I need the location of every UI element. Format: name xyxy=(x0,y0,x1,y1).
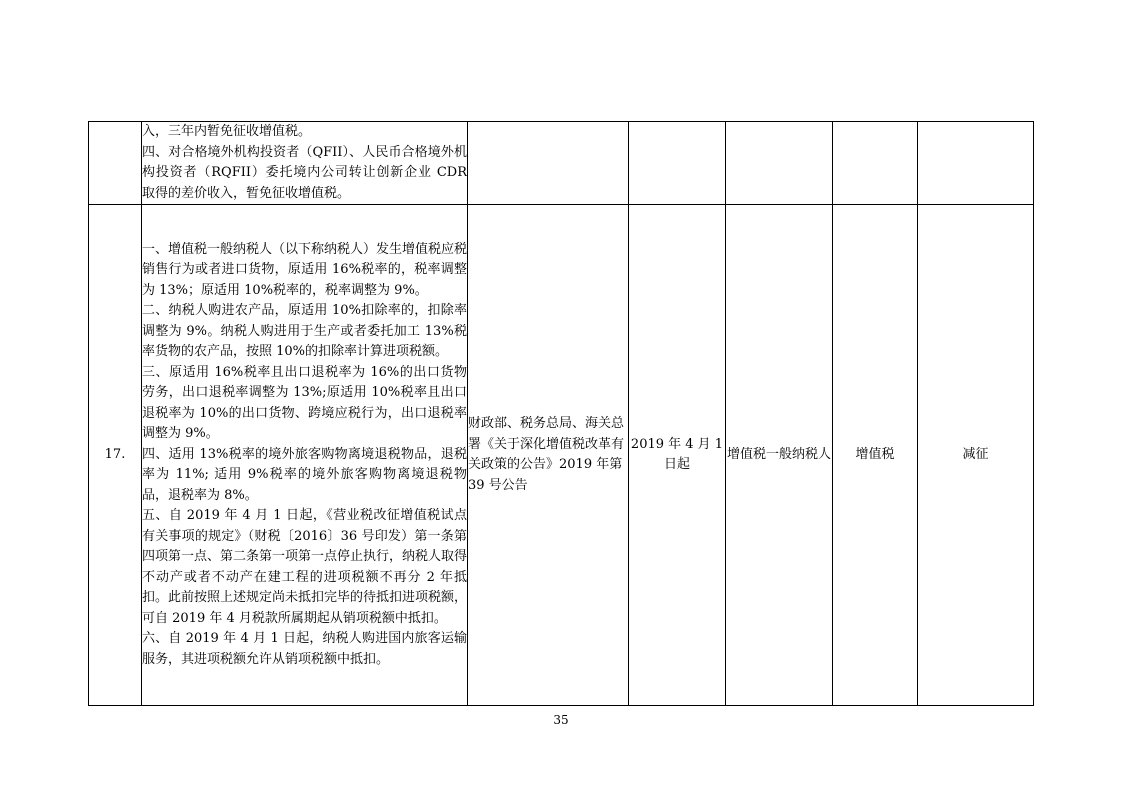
table-row-17 xyxy=(89,205,1034,706)
page-number: 35 xyxy=(553,713,569,727)
cell-policy-basis xyxy=(468,122,629,205)
content-paragraph: 一、增值税一般纳税人（以下称纳税人）发生增值税应税销售行为或者进口货物，原适用 16%税率的，税率调整为 13%；原适用 10%税率的，税率调整为 9%。 xyxy=(142,241,468,298)
content-paragraph: 四、适用 13%税率的境外旅客购物离境退税物品，退税率为 11%; 适用 9%税率的境外旅客购物离境退税物品，退税率为 8%。 xyxy=(142,446,467,503)
cell-policy-content xyxy=(142,122,468,205)
content-paragraph: 二、纳税人购进农产品，原适用 10%扣除率的，扣除率调整为 9%。纳税人购进用于生产或者委托加工 13%税率货物的农产品，按照 10%的扣除率计算进项税额。 xyxy=(142,303,467,360)
cell-tax-type: 增值税 xyxy=(833,205,918,706)
cell-effective-date xyxy=(629,122,726,205)
row-number: 17. xyxy=(89,205,142,706)
tax-policy-table xyxy=(88,121,1034,706)
content-paragraph: 三、原适用 16%税率且出口退税率为 16%的出口货物劳务，出口退税率调整为 13%;原适用 10%税率且出口退税率为 10%的出口货物、跨境应税行为，出口退税率调整为 9%。 xyxy=(142,364,467,442)
content-paragraph: 入，三年内暂免征收增值税。 xyxy=(142,124,312,139)
cell-number xyxy=(89,122,142,205)
content-paragraph: 五、自 2019 年 4 月 1 日起，《营业税改征增值税试点有关事项的规定》（财税〔2016〕36 号印发）第一条第四项第一点、第二条第一项第一点停止执行，纳税人取得不动产或者不动产在建工程的进项税额不再分 2 年抵扣。此前按照上述规定尚未抵扣完毕的待抵扣进项税额，可自 2019 年 4 月税款所属期起从销项税额中抵扣。 xyxy=(142,508,468,626)
cell-taxpayer-subject xyxy=(726,122,833,205)
cell-preference-type: 减征 xyxy=(918,205,1034,706)
content-paragraph: 四、对合格境外机构投资者（QFII）、人民币合格境外机构投资者（RQFII）委托境内公司转让创新企业 CDR 取得的差价收入，暂免征收增值税。 xyxy=(142,144,467,201)
content-paragraph: 六、自 2019 年 4 月 1 日起，纳税人购进国内旅客运输服务，其进项税额允许从销项税额中抵扣。 xyxy=(142,631,467,667)
cell-effective-date: 2019 年 4 月 1 日起 xyxy=(629,205,726,706)
cell-preference-type xyxy=(918,122,1034,205)
cell-tax-type xyxy=(833,122,918,205)
cell-policy-content xyxy=(142,205,468,706)
table-row-continued xyxy=(89,122,1034,205)
cell-policy-basis: 财政部、税务总局、海关总署《关于深化增值税改革有关政策的公告》2019 年第 39 号公告 xyxy=(468,205,629,706)
cell-taxpayer-subject: 增值税一般纳税人 xyxy=(726,205,833,706)
